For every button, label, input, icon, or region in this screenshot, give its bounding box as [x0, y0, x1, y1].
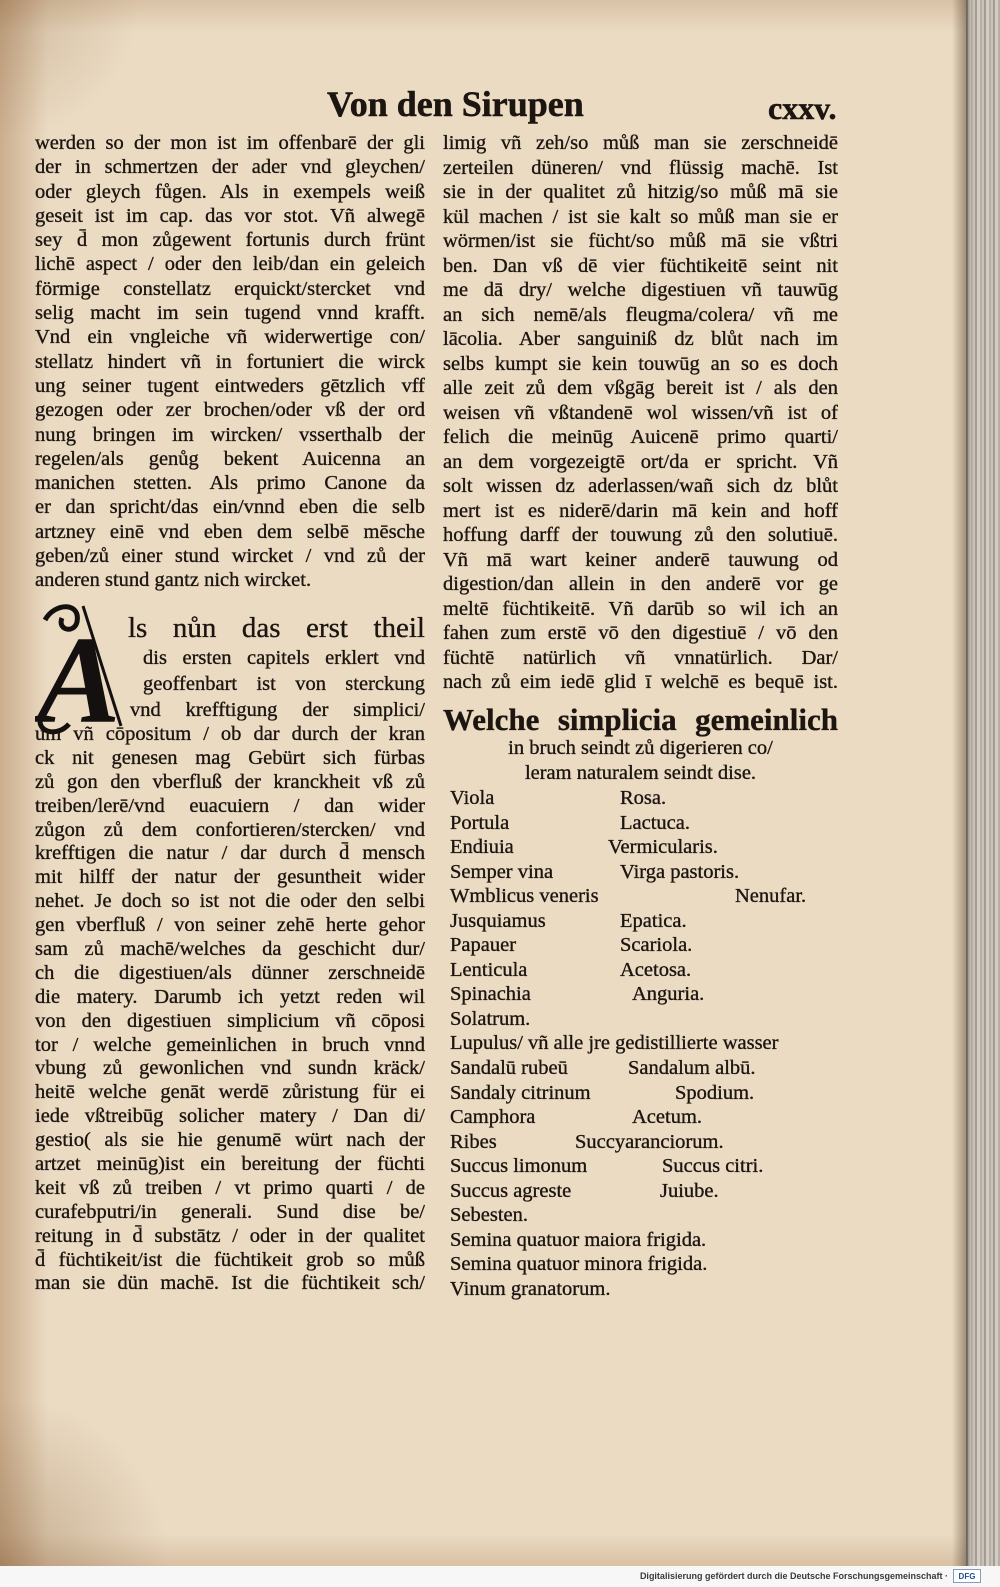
simplicia-row: [443, 958, 838, 983]
text-line: curafebputri/in generali. Sund dise be/: [35, 1200, 425, 1223]
text-line: tor / welche gemeinlichen in bruch vnnd: [35, 1033, 425, 1056]
text-line: manichen stetten. Als primo Canone da: [35, 472, 425, 495]
text-line: hoffung darff der touwung zů den solutiuē.: [443, 524, 838, 546]
left-column: [35, 0, 425, 1566]
text-line: sie in der qualitet zů hitzig/so můß mā sie: [443, 181, 838, 203]
text-line: ben. Dan vß dē vier füchtikeitē seint nit: [443, 254, 838, 277]
text-line: gen vberfluß / von seiner zehē herte gehor: [35, 914, 425, 937]
simplicia-name: Acetosa.: [620, 958, 692, 981]
simplicia-row: [443, 933, 838, 958]
text-line: vbung zů gewonlichen vnd sundn kräck/: [35, 1057, 425, 1080]
simplicia-name: Nenufar.: [735, 885, 807, 908]
text-line: nehet. Je doch so ist not die oder den selbi: [35, 890, 425, 913]
text-line: iede vßtreibūg solicher matery / Dan di/: [35, 1105, 425, 1128]
text-line: solt wissen dz aderlassen/wañ sich dz blůt: [443, 475, 838, 497]
simplicia-name: Endiuia: [450, 836, 514, 859]
text-line: fahen zum erstē vō den digestiuē / vō den: [443, 622, 838, 644]
text-line: man sie dün machē. Ist die füchtikeit sch/: [35, 1272, 425, 1295]
text-line: Vñ mā wart keiner anderē tauwung od: [443, 548, 838, 571]
lead-line: ls nůn das erst theil: [128, 612, 425, 644]
text-line: krefftigen die natur / dar durch d̄ mensch: [35, 842, 425, 865]
text-line: selbs kumpt sie kein touwūg an so es doch: [443, 352, 838, 375]
simplicia-row: [443, 1228, 838, 1253]
simplicia-name: Acetum.: [632, 1106, 703, 1129]
simplicia-name: Anguria.: [632, 983, 705, 1006]
simplicia-name: Virga pastoris.: [620, 860, 740, 883]
folio-number: cxxv.: [768, 90, 837, 126]
text-line: selig macht im sein tugend vnnd krafft.: [35, 302, 425, 325]
simplicia-row: [443, 860, 838, 885]
text-line: leram naturalem seindt dise.: [524, 761, 757, 784]
text-line: er dan spricht/das ein/vnnd eben die selb: [35, 496, 425, 519]
simplicia-name: Ribes: [450, 1130, 497, 1153]
simplicia-name: Lactuca.: [620, 811, 690, 834]
simplicia-name: Semper vina: [450, 860, 554, 883]
initial-letter: A: [37, 612, 121, 738]
text-line: werden so der mon ist im offenbarē der gli: [35, 132, 425, 154]
simplicia-name: Lenticula: [450, 958, 528, 981]
text-line: wörmen/ist sie fücht/so můß mā sie vßtri: [443, 230, 838, 252]
simplicia-row: [443, 1031, 838, 1056]
text-line: felich die meinūg Auicenē primo quarti/: [443, 426, 838, 448]
simplicia-name: Sebesten.: [450, 1204, 528, 1227]
text-line: geben/zů einer stund wircket / vnd zů der: [35, 545, 425, 568]
text-line: kül machen / ist sie kalt so můß man sie er: [443, 205, 838, 228]
text-line: ung seiner tugent eintweders gētzlich vff: [35, 374, 425, 397]
simplicia-row: [443, 1277, 838, 1302]
text-line: alle zeit zů dem vßgāg bereit ist / als den: [443, 377, 838, 399]
text-line: in bruch seindt zů digerieren co/: [508, 737, 773, 759]
simplicia-name: Semina quatuor maiora frigida.: [450, 1228, 707, 1251]
simplicia-name: Portula: [450, 811, 510, 834]
text-line: meltē füchtikeitē. Vñ darūb so wil ich an: [443, 597, 838, 620]
simplicia-name: Lupulus/ vñ alle jre gedistillierte wasser: [450, 1032, 779, 1055]
text-line: weisen vñ vßtandenē wol wissen/vñ ist of: [443, 401, 838, 424]
text-line: artzney einē vnd eben dem selbē mēsche: [35, 520, 425, 543]
text-line: mert ist es niderē/darin mā kein and hoff: [443, 499, 838, 522]
simplicia-name: Rosa.: [620, 787, 667, 809]
dfg-logo: DFG: [953, 1569, 981, 1583]
simplicia-name: Spodium.: [675, 1081, 755, 1104]
simplicia-name: Juiube.: [660, 1179, 719, 1202]
simplicia-name: Vermicularis.: [608, 836, 718, 859]
text-line: oder gleych fůgen. Als in exempels weiß: [35, 180, 425, 203]
text-line: limig vñ zeh/so můß man sie zerschneidē: [443, 132, 838, 154]
simplicia-name: Jusquiamus: [450, 909, 546, 932]
text-line: ck nit genesen mag Gebürt sich fürbas: [35, 746, 425, 769]
simplicia-row: [443, 1203, 838, 1228]
text-line: die matery. Darumb ich yetzt reden wil: [35, 985, 425, 1008]
text-line: von den digestiuen simplicium vñ cōposi: [35, 1009, 425, 1032]
simplicia-name: Succyaranciorum.: [575, 1130, 724, 1153]
text-line: reitung in d̄ substātz / oder in der qualitet: [35, 1224, 425, 1247]
paragraph: [35, 131, 425, 593]
text-line: regelen/als genůg bekent Auicenna an: [35, 447, 425, 470]
text-line: förmige constellatz erquickt/stercket vnd: [35, 277, 425, 300]
simplicia-row: [443, 811, 838, 836]
simplicia-name: Sandaly citrinum: [450, 1081, 591, 1104]
text-line: vnd krefftigung der simplici/: [130, 699, 425, 721]
simplicia-name: Epatica.: [620, 909, 687, 932]
text-line: stellatz hindert vñ in fortuniert die wirck: [35, 350, 425, 373]
text-line: artzet meinūg)ist ein bereitung der füchti: [35, 1153, 425, 1176]
text-line: füchtē natürlich vñ vnnatürlich. Dar/: [443, 646, 838, 669]
simplicia-name: Scariola.: [620, 934, 693, 957]
simplicia-row: [443, 1056, 838, 1081]
text-line: anderen stund gantz nich wircket.: [35, 569, 312, 592]
simplicia-name: Succus citri.: [662, 1155, 764, 1178]
text-line: me dā dry/ welche digestiuen vñ tauwūg: [443, 279, 838, 301]
simplicia-row: [443, 835, 838, 860]
paragraph-with-initial: [35, 598, 425, 1318]
simplicia-name: Vinum granatorum.: [450, 1277, 611, 1300]
text-line: zerteilen düneren/ vnd flüssig machē. Ist: [443, 156, 838, 179]
text-line: sam zů machē/welches da geschicht dur/: [35, 938, 425, 961]
simplicia-row: [443, 1081, 838, 1106]
text-line: der in schmertzen der ader vnd gleychen/: [35, 156, 425, 179]
footer-bar: [0, 1566, 1000, 1587]
simplicia-row: [443, 1179, 838, 1204]
page-edges: [966, 0, 1000, 1566]
text-line: um vñ cōpositum / ob dar durch der kran: [35, 723, 425, 745]
simplicia-name: Solatrum.: [450, 1007, 531, 1030]
simplicia-name: Semina quatuor minora frigida.: [450, 1253, 708, 1276]
lines-beside-initial: [35, 645, 425, 723]
simplicia-row: [443, 786, 838, 811]
text-line: lichē aspect / oder den leib/dan ein geleich: [35, 253, 425, 276]
right-column: [443, 0, 838, 1566]
text-line: d̄ füchtikeit/ist die füchtikeit grob so můß: [35, 1248, 425, 1271]
simplicia-row: [443, 1154, 838, 1179]
text-line: lācolia. Aber sanguiniß dz blůt nach im: [443, 328, 838, 350]
simplicia-row: [443, 884, 838, 909]
text-line: digestion/dan allein in den anderē vor ge: [443, 573, 838, 595]
text-line: treiben/lerē/vnd euacuiern / dan wider: [35, 794, 425, 817]
text-line: nung bringen im wircken/ vsserthalb der: [35, 423, 425, 446]
simplicia-name: Succus limonum: [450, 1155, 588, 1178]
simplicia-row: [443, 1007, 838, 1032]
section-subheading: [443, 736, 838, 785]
simplicia-row: [443, 1105, 838, 1130]
simplicia-name: Camphora: [450, 1106, 536, 1129]
simplicia-name: Sandalū rubeū: [450, 1057, 568, 1080]
text-line: an dem vorgezeigtē ort/da er spricht. Vñ: [443, 450, 838, 473]
text-line: heitē welche genāt werdē zůristung für ei: [35, 1081, 425, 1104]
text-line: nach zů eim iedē glid ī welchē es bequē ist.: [443, 671, 838, 693]
simplicia-row: [443, 909, 838, 934]
text-line: zůgon zů dem confortieren/stercken/ vnd: [35, 818, 425, 841]
text-line: geoffenbart ist von sterckung: [143, 673, 425, 695]
text-line: sey d̄ mon zůgewent fortunis durch frünt: [35, 229, 425, 252]
simplicia-name: Succus agreste: [450, 1179, 572, 1202]
simplicia-name: Wmblicus veneris: [450, 885, 599, 908]
text-line: gezogen oder zer brochen/oder vß der ord: [35, 399, 425, 422]
text-line: keit vß zů treiben / vt primo quarti / de: [35, 1176, 425, 1199]
paragraph-continued: [443, 131, 838, 695]
running-head: Von den Sirupen: [327, 84, 584, 124]
simplicia-row: [443, 982, 838, 1007]
text-line: an sich nemē/als fleugma/colera/ vñ me: [443, 303, 838, 326]
text-line: dis ersten capitels erklert vnd: [143, 647, 425, 669]
text-line: geseit ist im cap. das vor stot. Vñ alwegē: [35, 204, 425, 227]
text-line: mit hilff der natur der gesuntheit wider: [35, 866, 425, 889]
simplicia-list: [443, 786, 838, 1301]
text-line: ch die digestiuen/als dünner zerschneidē: [35, 961, 425, 984]
simplicia-name: Spinachia: [450, 983, 531, 1006]
simplicia-row: [443, 1252, 838, 1277]
paragraph-body: [35, 723, 425, 1296]
section-heading: Welche simplicia gemeinlich: [443, 703, 838, 737]
text-line: zů gon den vberfluß der kranckheit vß zů: [35, 770, 425, 793]
funding-credit: Digitalisierung gefördert durch die Deutsche Forschungsgemeinschaft ·: [639, 1571, 948, 1581]
text-line: Vnd ein vngleiche vñ widerwertige con/: [35, 326, 425, 349]
simplicia-name: Papauer: [450, 934, 517, 957]
text-line: gestio( als sie hie genumē würt nach der: [35, 1129, 425, 1152]
simplicia-name: Sandalum albū.: [628, 1057, 756, 1080]
simplicia-name: Viola: [450, 787, 495, 809]
simplicia-row: [443, 1130, 838, 1155]
